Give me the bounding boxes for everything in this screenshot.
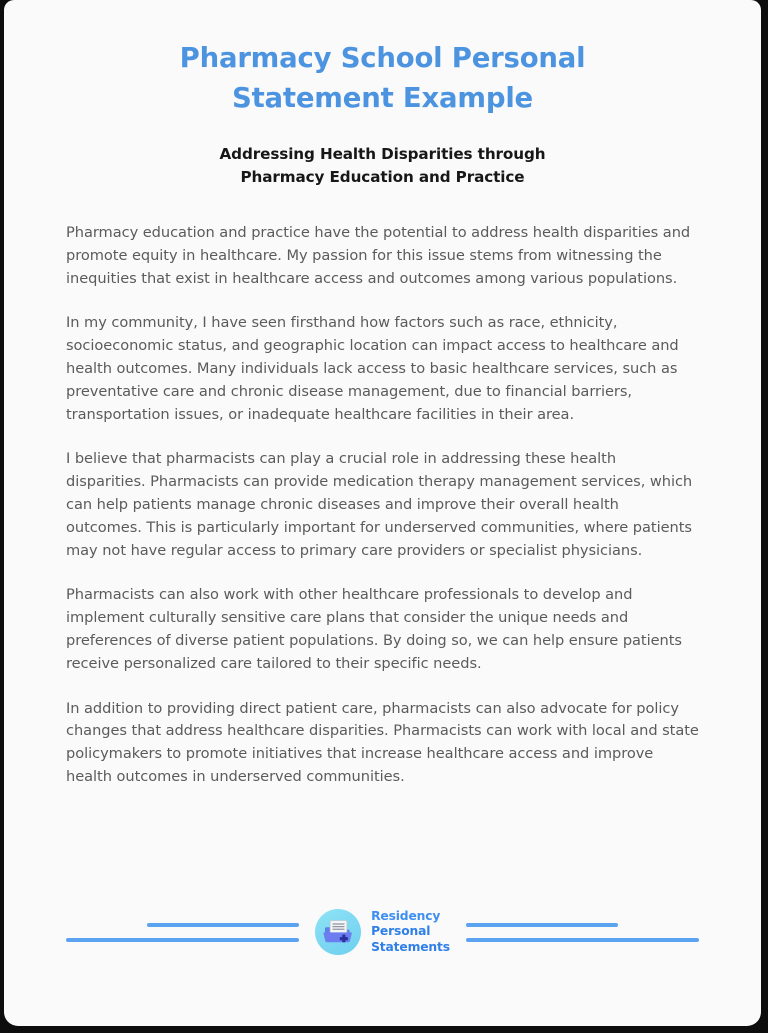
- page-title: Pharmacy School Personal Statement Example: [179, 42, 586, 114]
- brand-logo: [315, 909, 450, 956]
- logo-line-2: Personal: [371, 924, 431, 939]
- medical-folder-icon: [315, 909, 361, 955]
- paragraph: Pharmacy education and practice have the potential to address health disparities and promote equity in healthcare. My passion for this issue stems from witnessing the inequities that exist in healthcare access and outcomes among various populations.: [66, 224, 691, 287]
- page-subtitle: Addressing Health Disparities through Pharmacy Education and Practice: [219, 145, 546, 186]
- decorative-rule: [466, 923, 618, 927]
- logo-line-3: Statements: [371, 939, 450, 954]
- footer-rules-right: [466, 923, 699, 942]
- page-bottom-shadow: [0, 1026, 768, 1033]
- page-footer: [66, 902, 699, 962]
- brand-logo-text: [371, 909, 450, 956]
- paragraph: In addition to providing direct patient care, pharmacists can also advocate for policy changes that address healthcare disparities. Pharmacists can work with local and state policymakers to promote initiatives that increase healthcare access and improve health outcomes in underserved communities.: [66, 699, 699, 785]
- logo-line-1: Residency: [371, 908, 441, 923]
- footer-rules-left: [66, 923, 299, 942]
- decorative-rule: [466, 938, 699, 942]
- decorative-rule: [147, 923, 299, 927]
- paragraph: I believe that pharmacists can play a crucial role in addressing these health disparities. Pharmacists can provide medication therapy management services, which can help patients manage chronic diseases and improve their overall health outcomes. This is particularly important for underserved communities, where patients may not have regular access to primary care providers or specialist physicians.: [66, 450, 693, 559]
- paragraph: Pharmacists can also work with other healthcare professionals to develop and implement culturally sensitive care plans that consider the unique needs and preferences of diverse patient populations. By doing so, we can help ensure patients receive personalized care tailored to their specific needs.: [66, 586, 682, 672]
- essay-body: [66, 222, 699, 789]
- document-page: [4, 0, 761, 1026]
- decorative-rule: [66, 938, 299, 942]
- paragraph: In my community, I have seen firsthand how factors such as race, ethnicity, socioeconomic status, and geographic location can impact access to healthcare and health outcomes. Many individuals lack access to basic healthcare services, such as preventative care and chronic disease management, due to financial barriers, transportation issues, or inadequate healthcare facilities in their area.: [66, 314, 679, 423]
